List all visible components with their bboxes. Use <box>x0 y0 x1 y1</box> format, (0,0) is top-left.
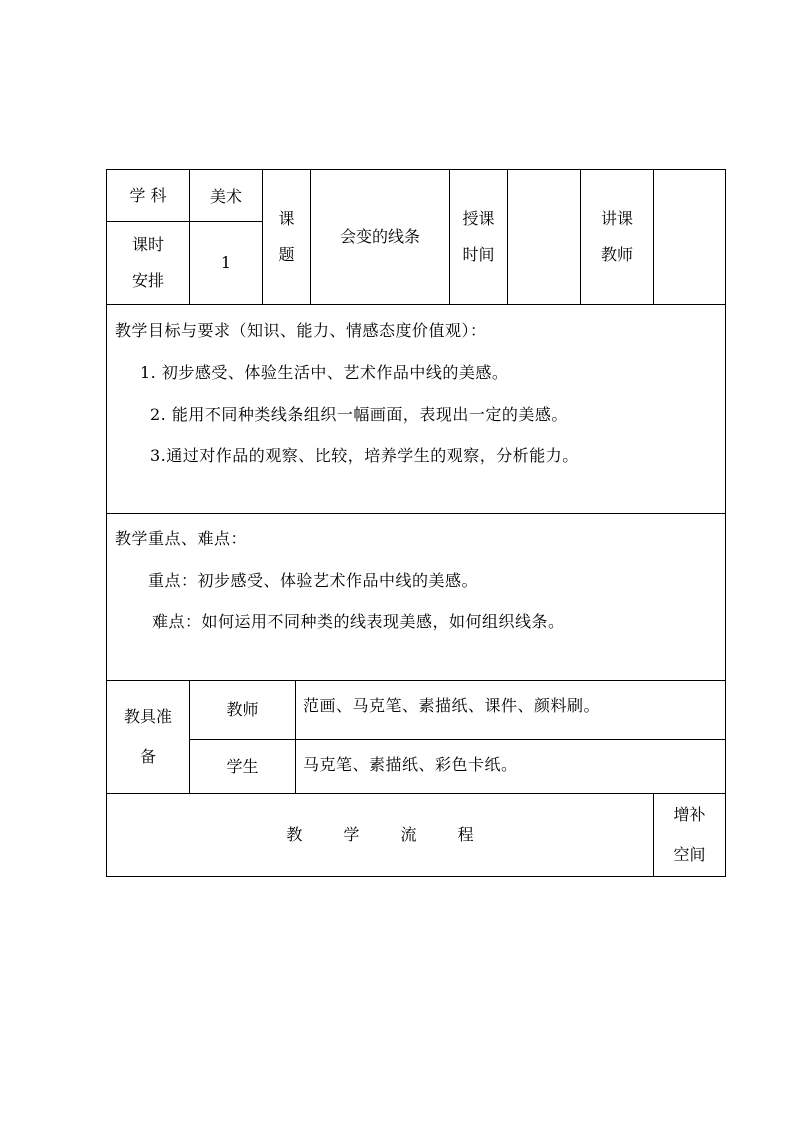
subject-label: 学 科 <box>129 185 167 205</box>
extra-space-line1: 增补 <box>673 805 706 824</box>
subject-value: 美术 <box>209 187 242 206</box>
materials-label-line2: 备 <box>139 747 156 766</box>
materials-student-label: 学生 <box>226 756 259 776</box>
topic-value: 会变的线条 <box>339 227 420 246</box>
materials-label <box>107 681 189 793</box>
objective-item: 3.通过对作品的观察、比较，培养学生的观察，分析能力。 <box>150 446 579 465</box>
topic-label-line1: 课 <box>278 209 295 228</box>
topic-label-line2: 题 <box>278 245 295 264</box>
teacher-label-line1: 讲课 <box>600 209 633 228</box>
grid-line <box>106 513 726 514</box>
grid-line <box>295 680 296 793</box>
focus-point: 重点：初步感受、体验艺术作品中线的美感。 <box>148 571 479 590</box>
teacher-label-line2: 教师 <box>600 245 633 264</box>
objectives-title: 教学目标与要求（知识、能力、情感态度价值观）： <box>115 321 487 340</box>
process-title: 教 学 流 程 <box>286 825 492 844</box>
grid-line <box>106 876 726 877</box>
extra-space-label <box>654 794 725 876</box>
topic-label <box>263 170 310 304</box>
time-value <box>508 170 580 304</box>
teacher-value <box>654 170 725 304</box>
materials-label-line1: 教具准 <box>123 707 172 726</box>
hours-label-line1: 课时 <box>131 235 164 254</box>
difficulty-point: 难点：如何运用不同种类的线表现美感，如何组织线条。 <box>152 612 565 631</box>
objective-item: 1. 初步感受、体验生活中、艺术作品中线的美感。 <box>140 363 509 382</box>
time-label <box>450 170 507 304</box>
extra-space-line2: 空间 <box>673 845 706 864</box>
materials-teacher-label: 教师 <box>226 700 259 719</box>
materials-teacher-items: 范画、马克笔、素描纸、课件、颜料刷。 <box>303 696 601 715</box>
hours-label <box>107 222 189 304</box>
hours-label-line2: 安排 <box>131 271 164 290</box>
grid-line <box>725 169 726 877</box>
time-label-line1: 授课 <box>462 209 495 228</box>
keypoints-title: 教学重点、难点： <box>115 529 248 548</box>
time-label-line2: 时间 <box>462 245 495 264</box>
hours-value: 1 <box>220 253 232 272</box>
teacher-label <box>581 170 653 304</box>
materials-student-items: 马克笔、素描纸、彩色卡纸。 <box>303 755 518 774</box>
objective-item: 2. 能用不同种类线条组织一幅画面，表现出一定的美感。 <box>150 405 568 424</box>
grid-line <box>106 304 726 305</box>
